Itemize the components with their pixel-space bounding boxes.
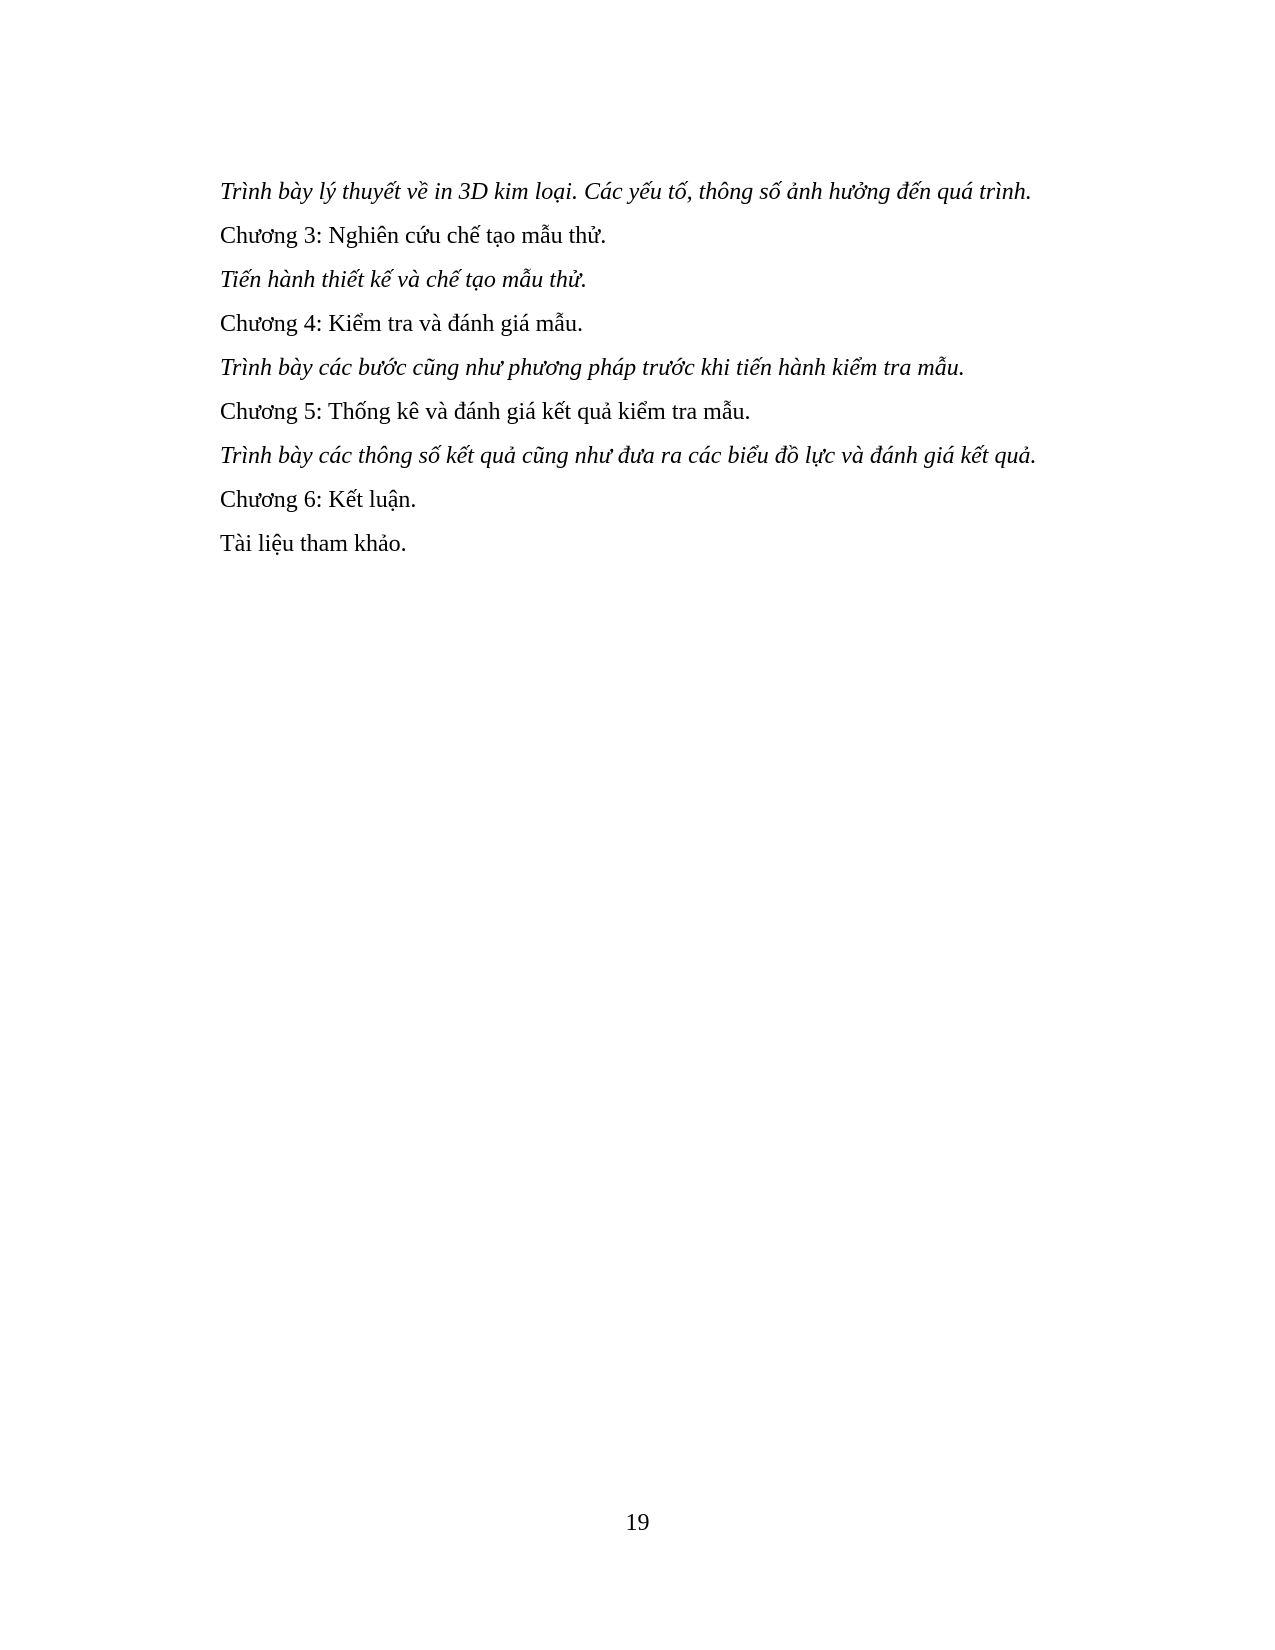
chapter-3-title: Chương 3: Nghiên cứu chế tạo mẫu thử. (220, 223, 607, 249)
chapter-2-description: Trình bày lý thuyết về in 3D kim loại. Các yếu tố, thông số ảnh hưởng đến quá trình. (220, 179, 1032, 205)
chapter-4-description: Trình bày các bước cũng như phương pháp trước khi tiến hành kiểm tra mẫu. (220, 355, 965, 381)
chapter-4-title: Chương 4: Kiểm tra và đánh giá mẫu. (220, 311, 583, 337)
page-number: 19 (625, 1510, 650, 1536)
chapter-3-description: Tiến hành thiết kế và chế tạo mẫu thử. (220, 267, 588, 293)
chapter-6-title: Chương 6: Kết luận. (220, 487, 417, 513)
chapter-5-title: Chương 5: Thống kê và đánh giá kết quả kiểm tra mẫu. (220, 399, 751, 425)
chapter-5-description: Trình bày các thông số kết quả cũng như đưa ra các biểu đồ lực và đánh giá kết quả. (220, 443, 1037, 469)
page-body (220, 170, 1140, 566)
references-title: Tài liệu tham khảo. (220, 531, 407, 557)
